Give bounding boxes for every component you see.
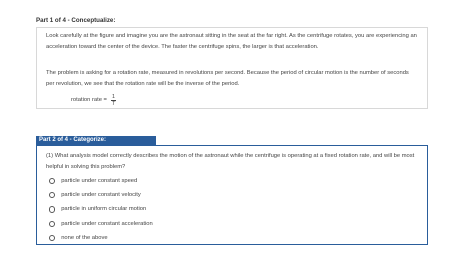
part1-paragraph-1: Look carefully at the figure and imagine you are the astronaut sitting in the seat at the far right. As the centrifuge rotates, you are experiencing an acceleration toward the center of the device. The faster the centrifuge spins, the larger is that acceleration. bbox=[46, 33, 417, 50]
formula-numerator: 1 bbox=[111, 93, 115, 100]
radio-button[interactable] bbox=[49, 206, 55, 212]
option-label: particle under constant speed bbox=[61, 178, 138, 185]
formula-label: rotation rate = bbox=[71, 97, 107, 103]
radio-button[interactable] bbox=[49, 221, 55, 227]
part2-panel bbox=[36, 145, 428, 245]
option-constant-velocity[interactable] bbox=[49, 188, 153, 202]
part1-title: Part 1 of 4 - Conceptualize: bbox=[36, 17, 116, 24]
answer-options bbox=[49, 174, 153, 245]
radio-button[interactable] bbox=[49, 178, 55, 184]
option-constant-acceleration[interactable] bbox=[49, 217, 153, 231]
part1-paragraph-2: The problem is asking for a rotation rate, measured in revolutions per second. Because the period of circular motion is the number of seconds per revolution, we see that the rotation rate will be the inverse of the period. bbox=[46, 70, 409, 87]
formula-fraction bbox=[111, 94, 116, 107]
rotation-rate-formula bbox=[71, 90, 116, 110]
formula-denominator: T bbox=[111, 100, 116, 107]
option-label: particle under constant velocity bbox=[61, 192, 141, 199]
part1-panel bbox=[36, 27, 428, 109]
option-label: particle under constant acceleration bbox=[61, 220, 153, 227]
question-text: (1) What analysis model correctly describes the motion of the astronaut while the centrifuge is operating at a fixed rotation rate, and will be most helpful in solving this problem? bbox=[46, 153, 415, 170]
option-label: particle in uniform circular motion bbox=[61, 206, 147, 213]
option-label: none of the above bbox=[61, 234, 108, 241]
radio-button[interactable] bbox=[49, 235, 55, 241]
option-uniform-circular-motion[interactable] bbox=[49, 202, 153, 216]
radio-button[interactable] bbox=[49, 192, 55, 198]
part2-header: Part 2 of 4 - Categorize: bbox=[36, 136, 156, 145]
option-none-of-the-above[interactable] bbox=[49, 231, 153, 245]
option-constant-speed[interactable] bbox=[49, 174, 153, 188]
